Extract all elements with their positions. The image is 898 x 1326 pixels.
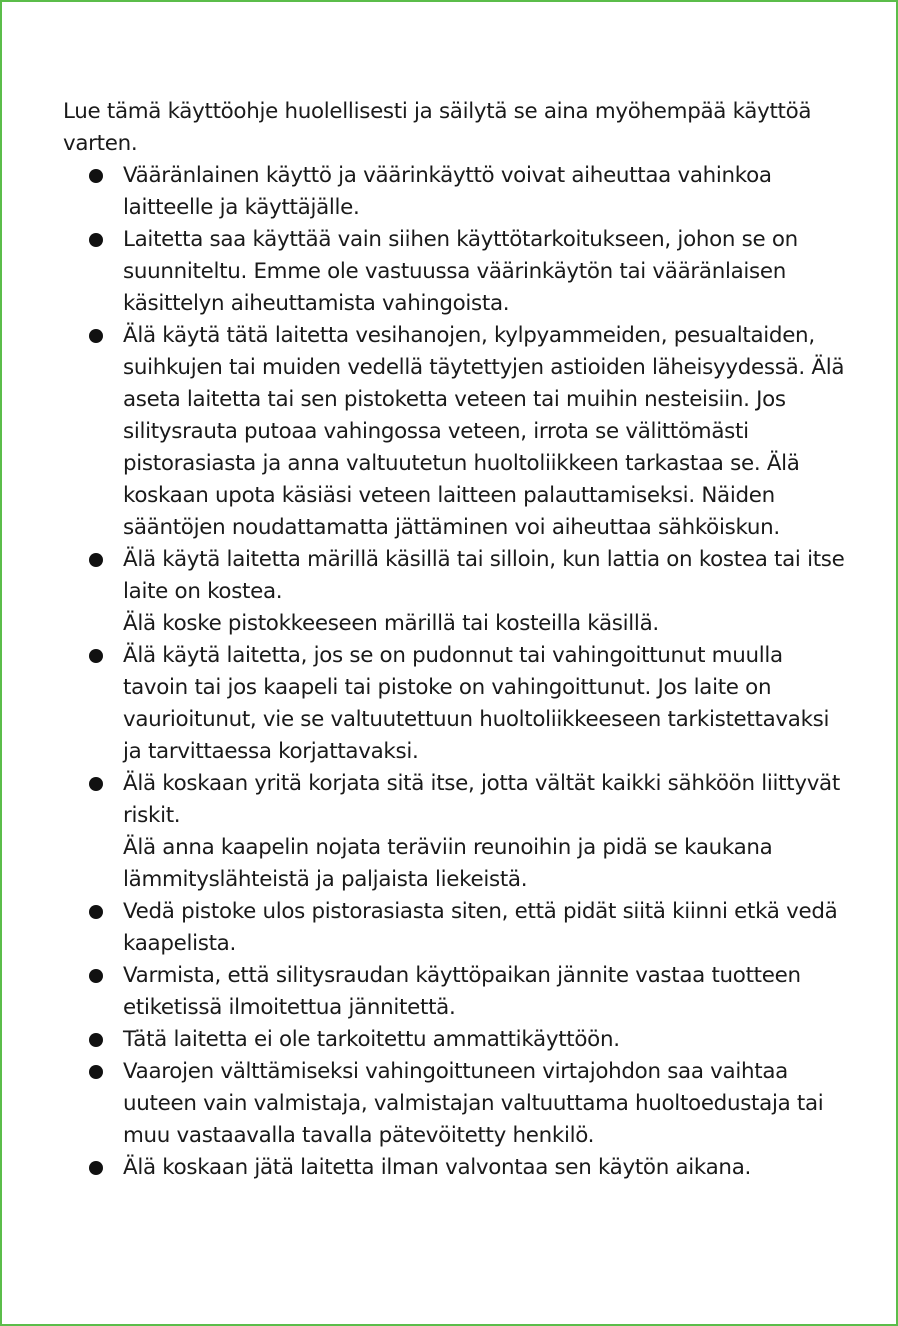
bullet-dot-icon <box>89 169 103 183</box>
safety-bullet-item <box>123 1024 853 1056</box>
bullet-text: Älä anna kaapelin nojata teräviin reunoihin ja pidä se kaukana lämmityslähteistä ja paljaista liekeistä. <box>123 835 773 892</box>
safety-bullet-item <box>123 640 853 768</box>
safety-bullet-item <box>123 320 853 544</box>
bullet-dot-icon <box>89 649 103 663</box>
bullet-text: Vedä pistoke ulos pistorasiasta siten, että pidät siitä kiinni etkä vedä kaapelista. <box>123 899 838 956</box>
safety-bullet-item <box>123 1152 853 1184</box>
bullet-text: Älä koskaan yritä korjata sitä itse, jotta vältät kaikki sähköön liittyvät riskit. <box>123 771 840 828</box>
bullet-dot-icon <box>89 233 103 247</box>
bullet-dot-icon <box>89 329 103 343</box>
safety-bullet-item <box>123 160 853 224</box>
bullet-text: Varmista, että silitysraudan käyttöpaikan jännite vastaa tuotteen etiketissä ilmoitettua jännitettä. <box>123 963 801 1020</box>
bullet-text: Vääränlainen käyttö ja väärinkäyttö voivat aiheuttaa vahinkoa laitteelle ja käyttäjälle. <box>123 163 772 220</box>
bullet-text: Älä käytä laitetta, jos se on pudonnut tai vahingoittunut muulla tavoin tai jos kaapeli tai pistoke on vahingoittunut. Jos laite on vaurioitunut, vie se valtuutettuun huoltoliikkeeseen tarkistettavaksi ja tarvittaessa korjattavaksi. <box>123 643 830 764</box>
safety-bullet-list <box>63 160 853 1184</box>
bullet-dot-icon <box>89 553 103 567</box>
safety-bullet-item <box>123 896 853 960</box>
safety-bullet-item <box>123 768 853 896</box>
bullet-text: Älä käytä laitetta märillä käsillä tai silloin, kun lattia on kostea tai itse laite on kostea. <box>123 547 845 604</box>
bullet-dot-icon <box>89 1161 103 1175</box>
bullet-text: Tätä laitetta ei ole tarkoitettu ammattikäyttöön. <box>123 1027 620 1052</box>
bullet-dot-icon <box>89 905 103 919</box>
bullet-text: Älä koskaan jätä laitetta ilman valvontaa sen käytön aikana. <box>123 1155 752 1180</box>
bullet-text: Älä koske pistokkeeseen märillä tai kosteilla käsillä. <box>123 611 659 636</box>
bullet-text: Laitetta saa käyttää vain siihen käyttötarkoitukseen, johon se on suunniteltu. Emme ole vastuussa väärinkäytön tai vääränlaisen käsittelyn aiheuttamista vahingoista. <box>123 227 798 316</box>
intro-paragraph: Lue tämä käyttöohje huolellisesti ja säilytä se aina myöhempää käyttöä varten. <box>63 99 812 156</box>
bullet-dot-icon <box>89 1033 103 1047</box>
safety-bullet-item <box>123 544 853 640</box>
bullet-text: Vaarojen välttämiseksi vahingoittuneen virtajohdon saa vaihtaa uuteen vain valmistaja, valmistajan valtuuttama huoltoedustaja tai muu vastaavalla tavalla pätevöitetty henkilö. <box>123 1059 824 1148</box>
safety-instructions <box>63 96 853 1184</box>
bullet-text: Älä käytä tätä laitetta vesihanojen, kylpyammeiden, pesualtaiden, suihkujen tai muiden vedellä täytettyjen astioiden läheisyydessä. Älä aseta laitetta tai sen pistoketta veteen tai muihin nesteisiin. Jos silitysrauta putoaa vahingossa veteen, irrota se välittömästi pistorasiasta ja anna valtuutetun huoltoliikkeen tarkastaa se. Älä koskaan upota käsiäsi veteen laitteen palauttamiseksi. Näiden sääntöjen noudattamatta jättäminen voi aiheuttaa sähköiskun. <box>123 323 845 540</box>
safety-bullet-item <box>123 960 853 1024</box>
bullet-dot-icon <box>89 777 103 791</box>
bullet-dot-icon <box>89 969 103 983</box>
safety-bullet-item <box>123 1056 853 1152</box>
bullet-dot-icon <box>89 1065 103 1079</box>
safety-bullet-item <box>123 224 853 320</box>
